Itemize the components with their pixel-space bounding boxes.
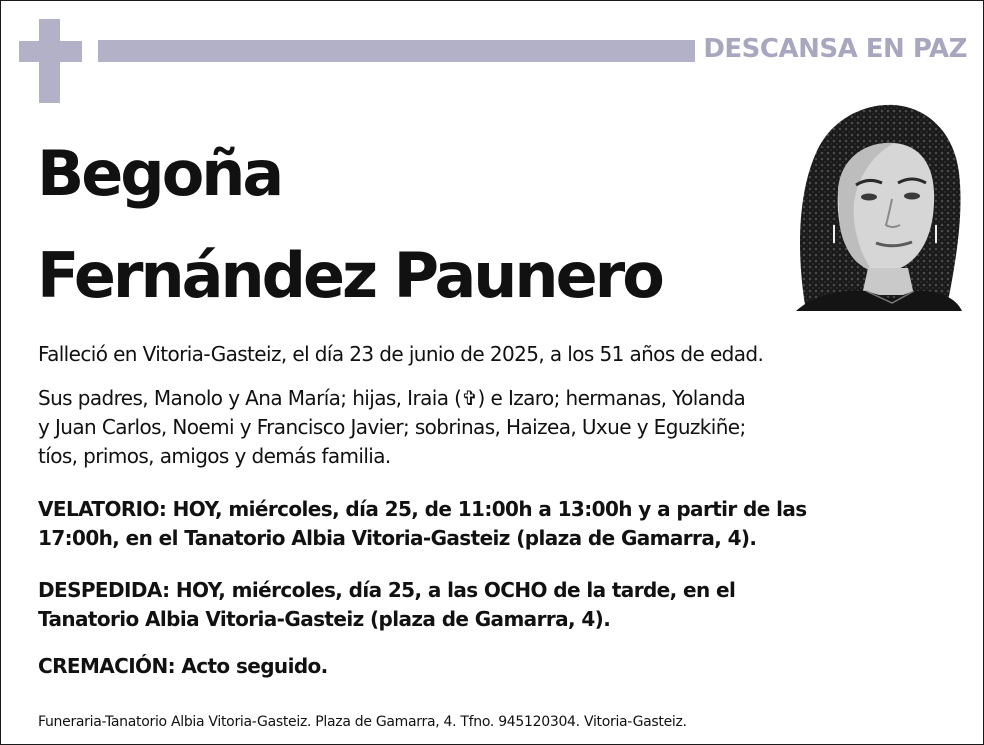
family-list xyxy=(38,384,958,471)
death-notice: Falleció en Vitoria-Gasteiz, el día 23 de junio de 2025, a los 51 años de edad. xyxy=(38,342,764,366)
portrait-photo xyxy=(796,103,962,311)
family-line-1: Sus padres, Manolo y Ana María; hijas, Iraia (✞) e Izaro; hermanas, Yolanda xyxy=(38,384,958,413)
despedida-info xyxy=(38,576,958,634)
despedida-line-2: Tanatorio Albia Vitoria-Gasteiz (plaza de Gamarra, 4). xyxy=(38,607,611,631)
portrait-image xyxy=(796,103,962,311)
footer-funeral-home: Funeraria-Tanatorio Albia Vitoria-Gasteiz. Plaza de Gamarra, 4. Tfno. 945120304. Vitoria-Gasteiz. xyxy=(38,714,687,730)
deceased-surnames: Fernández Paunero xyxy=(37,239,662,312)
family-line-2: y Juan Carlos, Noemi y Francisco Javier; sobrinas, Haizea, Uxue y Eguzkiñe; xyxy=(38,415,746,439)
despedida-line-1: DESPEDIDA: HOY, miércoles, día 25, a las OCHO de la tarde, en el xyxy=(38,578,736,602)
cremacion-info: CREMACIÓN: Acto seguido. xyxy=(38,654,328,678)
header-title: DESCANSA EN PAZ xyxy=(703,34,967,64)
velatorio-line-1: VELATORIO: HOY, miércoles, día 25, de 11:00h a 13:00h y a partir de las xyxy=(38,497,807,521)
velatorio-line-2: 17:00h, en el Tanatorio Albia Vitoria-Gasteiz (plaza de Gamarra, 4). xyxy=(38,526,757,550)
family-line-3: tíos, primos, amigos y demás familia. xyxy=(38,444,391,468)
velatorio-info xyxy=(38,495,958,553)
header-bar xyxy=(98,40,695,62)
cross-icon: ✞ xyxy=(461,386,478,410)
cross-icon-horizontal xyxy=(19,41,82,62)
deceased-first-name: Begoña xyxy=(37,137,282,210)
